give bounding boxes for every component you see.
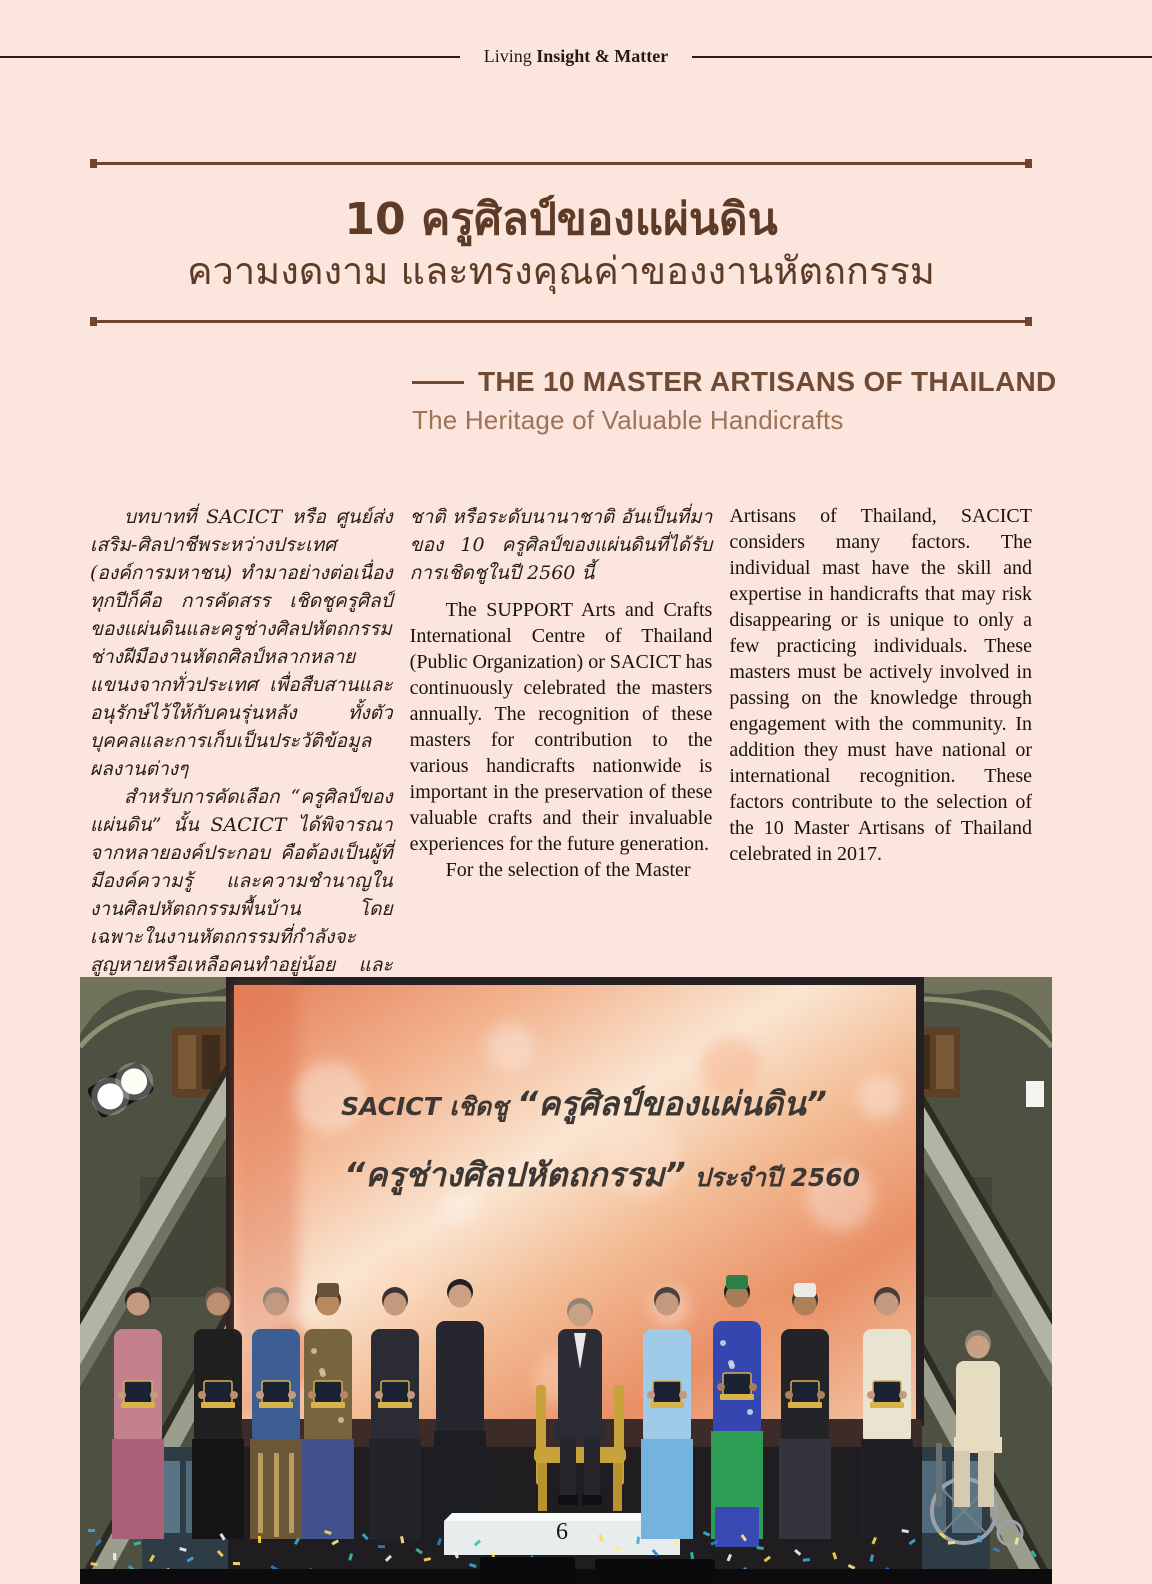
stage-speaker (595, 1559, 715, 1583)
confetti-piece (378, 1545, 385, 1548)
paragraph-thai: สำหรับการคัดเลือก “ครูศิลป์ของแผ่นดิน” นั้น SACICT ได้พิจารณา จากหลายองค์ประกอบ คือต้องเป็นผู้ที่มีองค์ความรู้ และความชำนาญในงานศิลปหัตถกรรมพื้นบ้าน โดยเฉพาะในงานหัตถกรรมที่กำลังจะสูญหายหรือเหลือคนทำอยู่น้อย และ (90, 786, 393, 976)
running-title-regular: Living (483, 46, 537, 66)
english-title: THE 10 MASTER ARTISANS OF THAILAND (478, 366, 1057, 397)
paragraph-thai: บทบาทที่ SACICT หรือ ศูนย์ส่งเสริม-ศิลปาชีพระหว่างประเทศ (องค์การมหาชน) ทำมาอย่างต่อเนื่องทุกปีก็คือ การคัดสรร เชิดชูครูศิลป์ของแผ่นดินและครูช่างศิลปหัตถกรรม ช่างฝีมืองานหัตถศิลป์หลากหลายแขนงจากทั่วประเทศ เพื่อสืบสานและอนุรักษ์ไว้ให้กับคนรุ่นหลัง ทั้งตัวบุคคลและการเก็บเป็นประวัติข้อมูลผลงานต่างๆ (90, 506, 393, 780)
title-block (90, 162, 1032, 323)
screen-caption-suffix: ประจำปี 2560 (685, 1163, 861, 1192)
running-header (0, 46, 1152, 67)
screen-caption (234, 1077, 918, 1201)
screen-caption-quote2: “ครูช่างศิลปหัตถกรรม” (343, 1155, 686, 1194)
english-heading-line1 (412, 366, 1057, 398)
stage-speaker (480, 1557, 575, 1583)
page-title-thai: 10 ครูศิลป์ของแผ่นดิน (344, 194, 778, 245)
running-title-bold: Insight & Matter (536, 46, 669, 66)
running-title (460, 46, 692, 67)
confetti-piece (258, 1536, 261, 1543)
screen-caption-line1 (234, 1077, 918, 1130)
paragraph-english: Artisans of Thailand, SACICT considers many factors. The individual mast have the skill and expertise in handicrafts that may risk disappearing or is unique to only a few practicing individuals. These masters must be actively involved in passing on the knowledge through engagement with the community. In addition they must have national or international recognition. These factors contribute to the selection of the 10 Master Artisans of Thailand celebrated in 2017. (729, 505, 1032, 865)
english-heading (412, 366, 1057, 436)
title-rule-top (90, 162, 1032, 165)
screen-caption-prefix: SACICT เชิดชู (341, 1092, 517, 1121)
page-subtitle-thai: ความงดงาม และทรงคุณค่าของงานหัตถกรรม (187, 249, 935, 294)
paragraph-thai: ชาติ หรือระดับนานาชาติ อันเป็นที่มาของ 10 ครูศิลป์ของแผ่นดินที่ได้รับการเชิดชูในปี 2560 นี้ (409, 506, 713, 584)
confetti-piece (113, 1553, 116, 1560)
screen-caption-line2 (234, 1148, 918, 1201)
header-rule-right (692, 56, 1152, 58)
paragraph-english: The SUPPORT Arts and Crafts International Centre of Thailand (Public Organization) or SACICT has continuously celebrated the masters annually. The recognition of these masters for contribution to the various handicrafts nationwide is important in the preservation of these valuable crafts and their invaluable experiences for the future generation. (409, 599, 713, 855)
event-photo (80, 977, 1052, 1584)
photo-scene (80, 977, 1052, 1584)
title-rule-bottom (90, 320, 1032, 323)
page-number: 6 (556, 1519, 568, 1545)
confetti-piece (948, 1541, 955, 1545)
screen-caption-quote1: “ครูศิลป์ของแผ่นดิน” (516, 1084, 827, 1123)
stage-light-right-icon (1026, 1081, 1044, 1107)
heading-dash (412, 381, 464, 384)
english-subtitle: The Heritage of Valuable Handicrafts (412, 405, 844, 435)
header-rule-left (0, 56, 460, 58)
confetti-piece (233, 1562, 240, 1565)
confetti-piece (88, 1529, 95, 1532)
paragraph-english: For the selection of the Master (445, 859, 691, 881)
